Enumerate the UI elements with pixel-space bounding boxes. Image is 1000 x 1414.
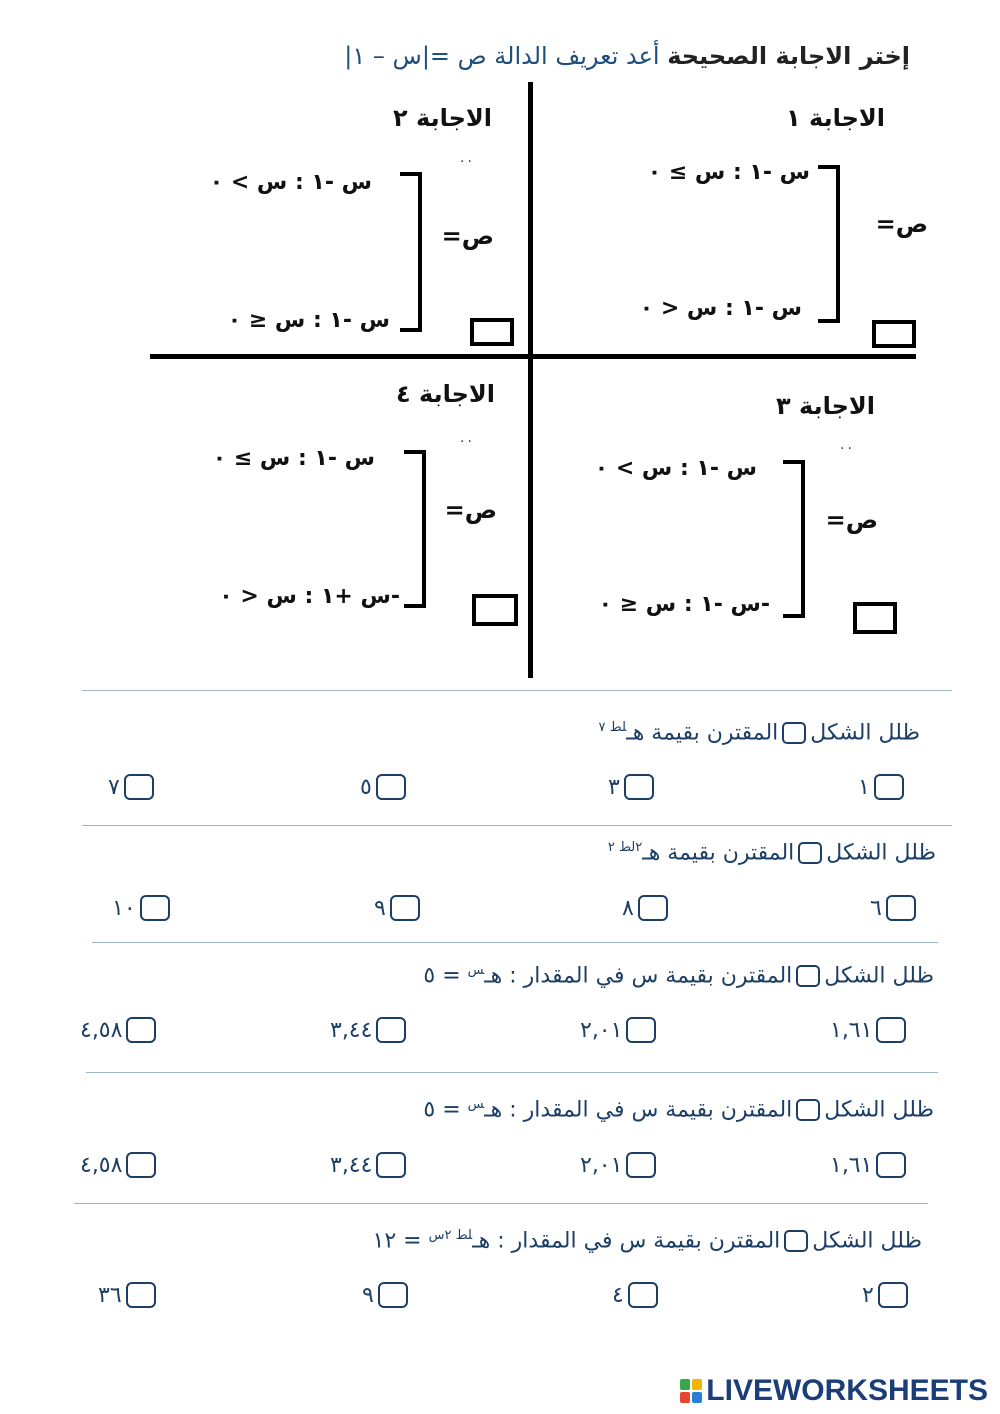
- separator-4: [86, 1072, 938, 1073]
- option-label: ٣,٤٤: [330, 1152, 373, 1178]
- question-4: [423, 1097, 934, 1122]
- answer-4-dots: ..: [460, 430, 475, 446]
- vertical-divider: [528, 82, 533, 678]
- question-5-prefix: ظلل الشكل: [812, 1228, 922, 1254]
- question-4-option-2[interactable]: [580, 1152, 656, 1178]
- option-label: ٤,٥٨: [80, 1152, 123, 1178]
- option-checkbox[interactable]: [624, 774, 654, 800]
- answer-4-bracket: [404, 450, 426, 608]
- question-5-option-3[interactable]: [362, 1282, 408, 1308]
- option-checkbox[interactable]: [376, 1017, 406, 1043]
- question-2-option-1[interactable]: [870, 895, 916, 921]
- answer-1-checkbox[interactable]: [872, 320, 916, 348]
- answer-3-y: ص=: [825, 506, 878, 534]
- answer-2-dots: ..: [460, 150, 475, 166]
- question-2-exponent: ٢لط ٢: [607, 840, 643, 855]
- logo-mark-icon: [680, 1379, 702, 1403]
- question-5-rhs: = ١٢: [372, 1228, 422, 1254]
- option-label: ٢,٠١: [580, 1017, 623, 1043]
- option-label: ٥: [360, 774, 372, 800]
- answer-1-y: ص=: [875, 210, 928, 238]
- answer-1-label: الاجابة ١: [786, 104, 885, 132]
- answer-3-line1: س -١ : س > ٠: [594, 456, 757, 481]
- question-5-option-2[interactable]: [612, 1282, 658, 1308]
- shape-icon: [784, 1230, 808, 1252]
- separator-2: [82, 825, 952, 826]
- question-4-exponent: س: [467, 1097, 485, 1112]
- option-label: ٣,٤٤: [330, 1017, 373, 1043]
- option-checkbox[interactable]: [886, 895, 916, 921]
- option-label: ٣: [608, 774, 620, 800]
- answer-1-line1: س -١ : س ≥ ٠: [647, 160, 810, 185]
- function-definition: أعد تعريف الدالة ص =|س – ١|: [344, 42, 660, 70]
- question-4-option-1[interactable]: [830, 1152, 906, 1178]
- option-label: ٦: [870, 895, 882, 921]
- option-label: ٤: [612, 1282, 624, 1308]
- option-checkbox[interactable]: [378, 1282, 408, 1308]
- question-3-exponent: س: [467, 963, 485, 978]
- liveworksheets-logo: [680, 1374, 988, 1408]
- question-5: [373, 1228, 923, 1253]
- answer-1-line2: س -١ : س < ٠: [639, 296, 802, 321]
- option-checkbox[interactable]: [376, 1152, 406, 1178]
- logo-text: LIVEWORKSHEETS: [706, 1374, 988, 1407]
- option-checkbox[interactable]: [876, 1017, 906, 1043]
- option-checkbox[interactable]: [126, 1017, 156, 1043]
- answer-4-line2: -س +١ : س < ٠: [219, 584, 400, 609]
- question-1: [598, 720, 920, 745]
- shape-icon: [796, 965, 820, 987]
- question-2: [608, 840, 936, 865]
- question-1-option-4[interactable]: [108, 774, 154, 800]
- answer-3-line2: -س -١ : س ≤ ٠: [598, 592, 770, 617]
- question-5-exponent: لط ٢س: [428, 1228, 473, 1243]
- question-4-option-4[interactable]: [80, 1152, 156, 1178]
- option-checkbox[interactable]: [126, 1282, 156, 1308]
- option-checkbox[interactable]: [874, 774, 904, 800]
- question-4-rhs: = ٥: [423, 1097, 461, 1123]
- answer-3-bracket: [783, 460, 805, 618]
- answer-2-line2: س -١ : س ≤ ٠: [227, 308, 390, 333]
- answer-4-checkbox[interactable]: [472, 594, 518, 626]
- answer-4-line1: س -١ : س ≥ ٠: [212, 446, 375, 471]
- question-1-option-1[interactable]: [858, 774, 904, 800]
- option-checkbox[interactable]: [638, 895, 668, 921]
- answer-3-label: الاجابة ٣: [776, 392, 875, 420]
- separator-5: [74, 1203, 928, 1204]
- question-3-option-2[interactable]: [580, 1017, 656, 1043]
- question-3-rhs: = ٥: [423, 963, 461, 989]
- question-4-prefix: ظلل الشكل: [824, 1097, 934, 1123]
- question-1-exponent: لط ٧: [598, 720, 627, 735]
- option-checkbox[interactable]: [140, 895, 170, 921]
- option-label: ٣٦: [98, 1282, 122, 1308]
- option-label: ١٠: [112, 895, 136, 921]
- question-4-text: المقترن بقيمة س في المقدار : هـ: [484, 1097, 793, 1123]
- separator-3: [92, 942, 938, 943]
- page-title: [344, 42, 910, 70]
- question-2-option-3[interactable]: [374, 895, 420, 921]
- option-checkbox[interactable]: [376, 774, 406, 800]
- answer-2-y: ص=: [441, 222, 494, 250]
- question-5-option-1[interactable]: [862, 1282, 908, 1308]
- option-label: ٨: [622, 895, 634, 921]
- option-checkbox[interactable]: [390, 895, 420, 921]
- instruction-text: إختر الاجابة الصحيحة: [667, 42, 910, 70]
- option-label: ١: [858, 774, 870, 800]
- question-3: [423, 963, 934, 988]
- shape-icon: [796, 1099, 820, 1121]
- answer-4-y: ص=: [444, 496, 497, 524]
- answer-2-checkbox[interactable]: [470, 318, 514, 346]
- option-checkbox[interactable]: [124, 774, 154, 800]
- answer-4-label: الاجابة ٤: [396, 380, 495, 408]
- question-1-text: المقترن بقيمة هـ: [626, 720, 779, 746]
- shape-icon: [782, 722, 806, 744]
- question-2-option-2[interactable]: [622, 895, 668, 921]
- option-label: ١,٦١: [830, 1017, 873, 1043]
- question-2-text: المقترن بقيمة هـ: [642, 840, 795, 866]
- separator-1: [82, 690, 952, 691]
- option-checkbox[interactable]: [876, 1152, 906, 1178]
- answer-3-checkbox[interactable]: [853, 602, 897, 634]
- question-1-prefix: ظلل الشكل: [810, 720, 920, 746]
- option-label: ٤,٥٨: [80, 1017, 123, 1043]
- question-3-option-4[interactable]: [80, 1017, 156, 1043]
- option-checkbox[interactable]: [626, 1152, 656, 1178]
- option-checkbox[interactable]: [626, 1017, 656, 1043]
- shape-icon: [798, 842, 822, 864]
- option-label: ٩: [374, 895, 386, 921]
- question-1-option-3[interactable]: [360, 774, 406, 800]
- question-3-option-1[interactable]: [830, 1017, 906, 1043]
- option-label: ٧: [108, 774, 120, 800]
- answer-2-label: الاجابة ٢: [393, 104, 492, 132]
- option-label: ٢: [862, 1282, 874, 1308]
- question-5-text: المقترن بقيمة س في المقدار : هـ: [472, 1228, 781, 1254]
- question-1-option-2[interactable]: [608, 774, 654, 800]
- question-3-option-3[interactable]: [330, 1017, 406, 1043]
- question-2-prefix: ظلل الشكل: [826, 840, 936, 866]
- question-2-option-4[interactable]: [112, 895, 170, 921]
- answer-1-bracket: [818, 165, 840, 323]
- question-4-option-3[interactable]: [330, 1152, 406, 1178]
- option-label: ٩: [362, 1282, 374, 1308]
- option-checkbox[interactable]: [878, 1282, 908, 1308]
- option-checkbox[interactable]: [628, 1282, 658, 1308]
- option-label: ١,٦١: [830, 1152, 873, 1178]
- question-3-prefix: ظلل الشكل: [824, 963, 934, 989]
- answer-2-bracket: [400, 172, 422, 332]
- option-checkbox[interactable]: [126, 1152, 156, 1178]
- question-3-text: المقترن بقيمة س في المقدار : هـ: [484, 963, 793, 989]
- horizontal-divider: [150, 354, 916, 359]
- answer-2-line1: س -١ : س > ٠: [209, 170, 372, 195]
- option-label: ٢,٠١: [580, 1152, 623, 1178]
- answer-3-dots: ..: [840, 437, 855, 453]
- question-5-option-4[interactable]: [98, 1282, 156, 1308]
